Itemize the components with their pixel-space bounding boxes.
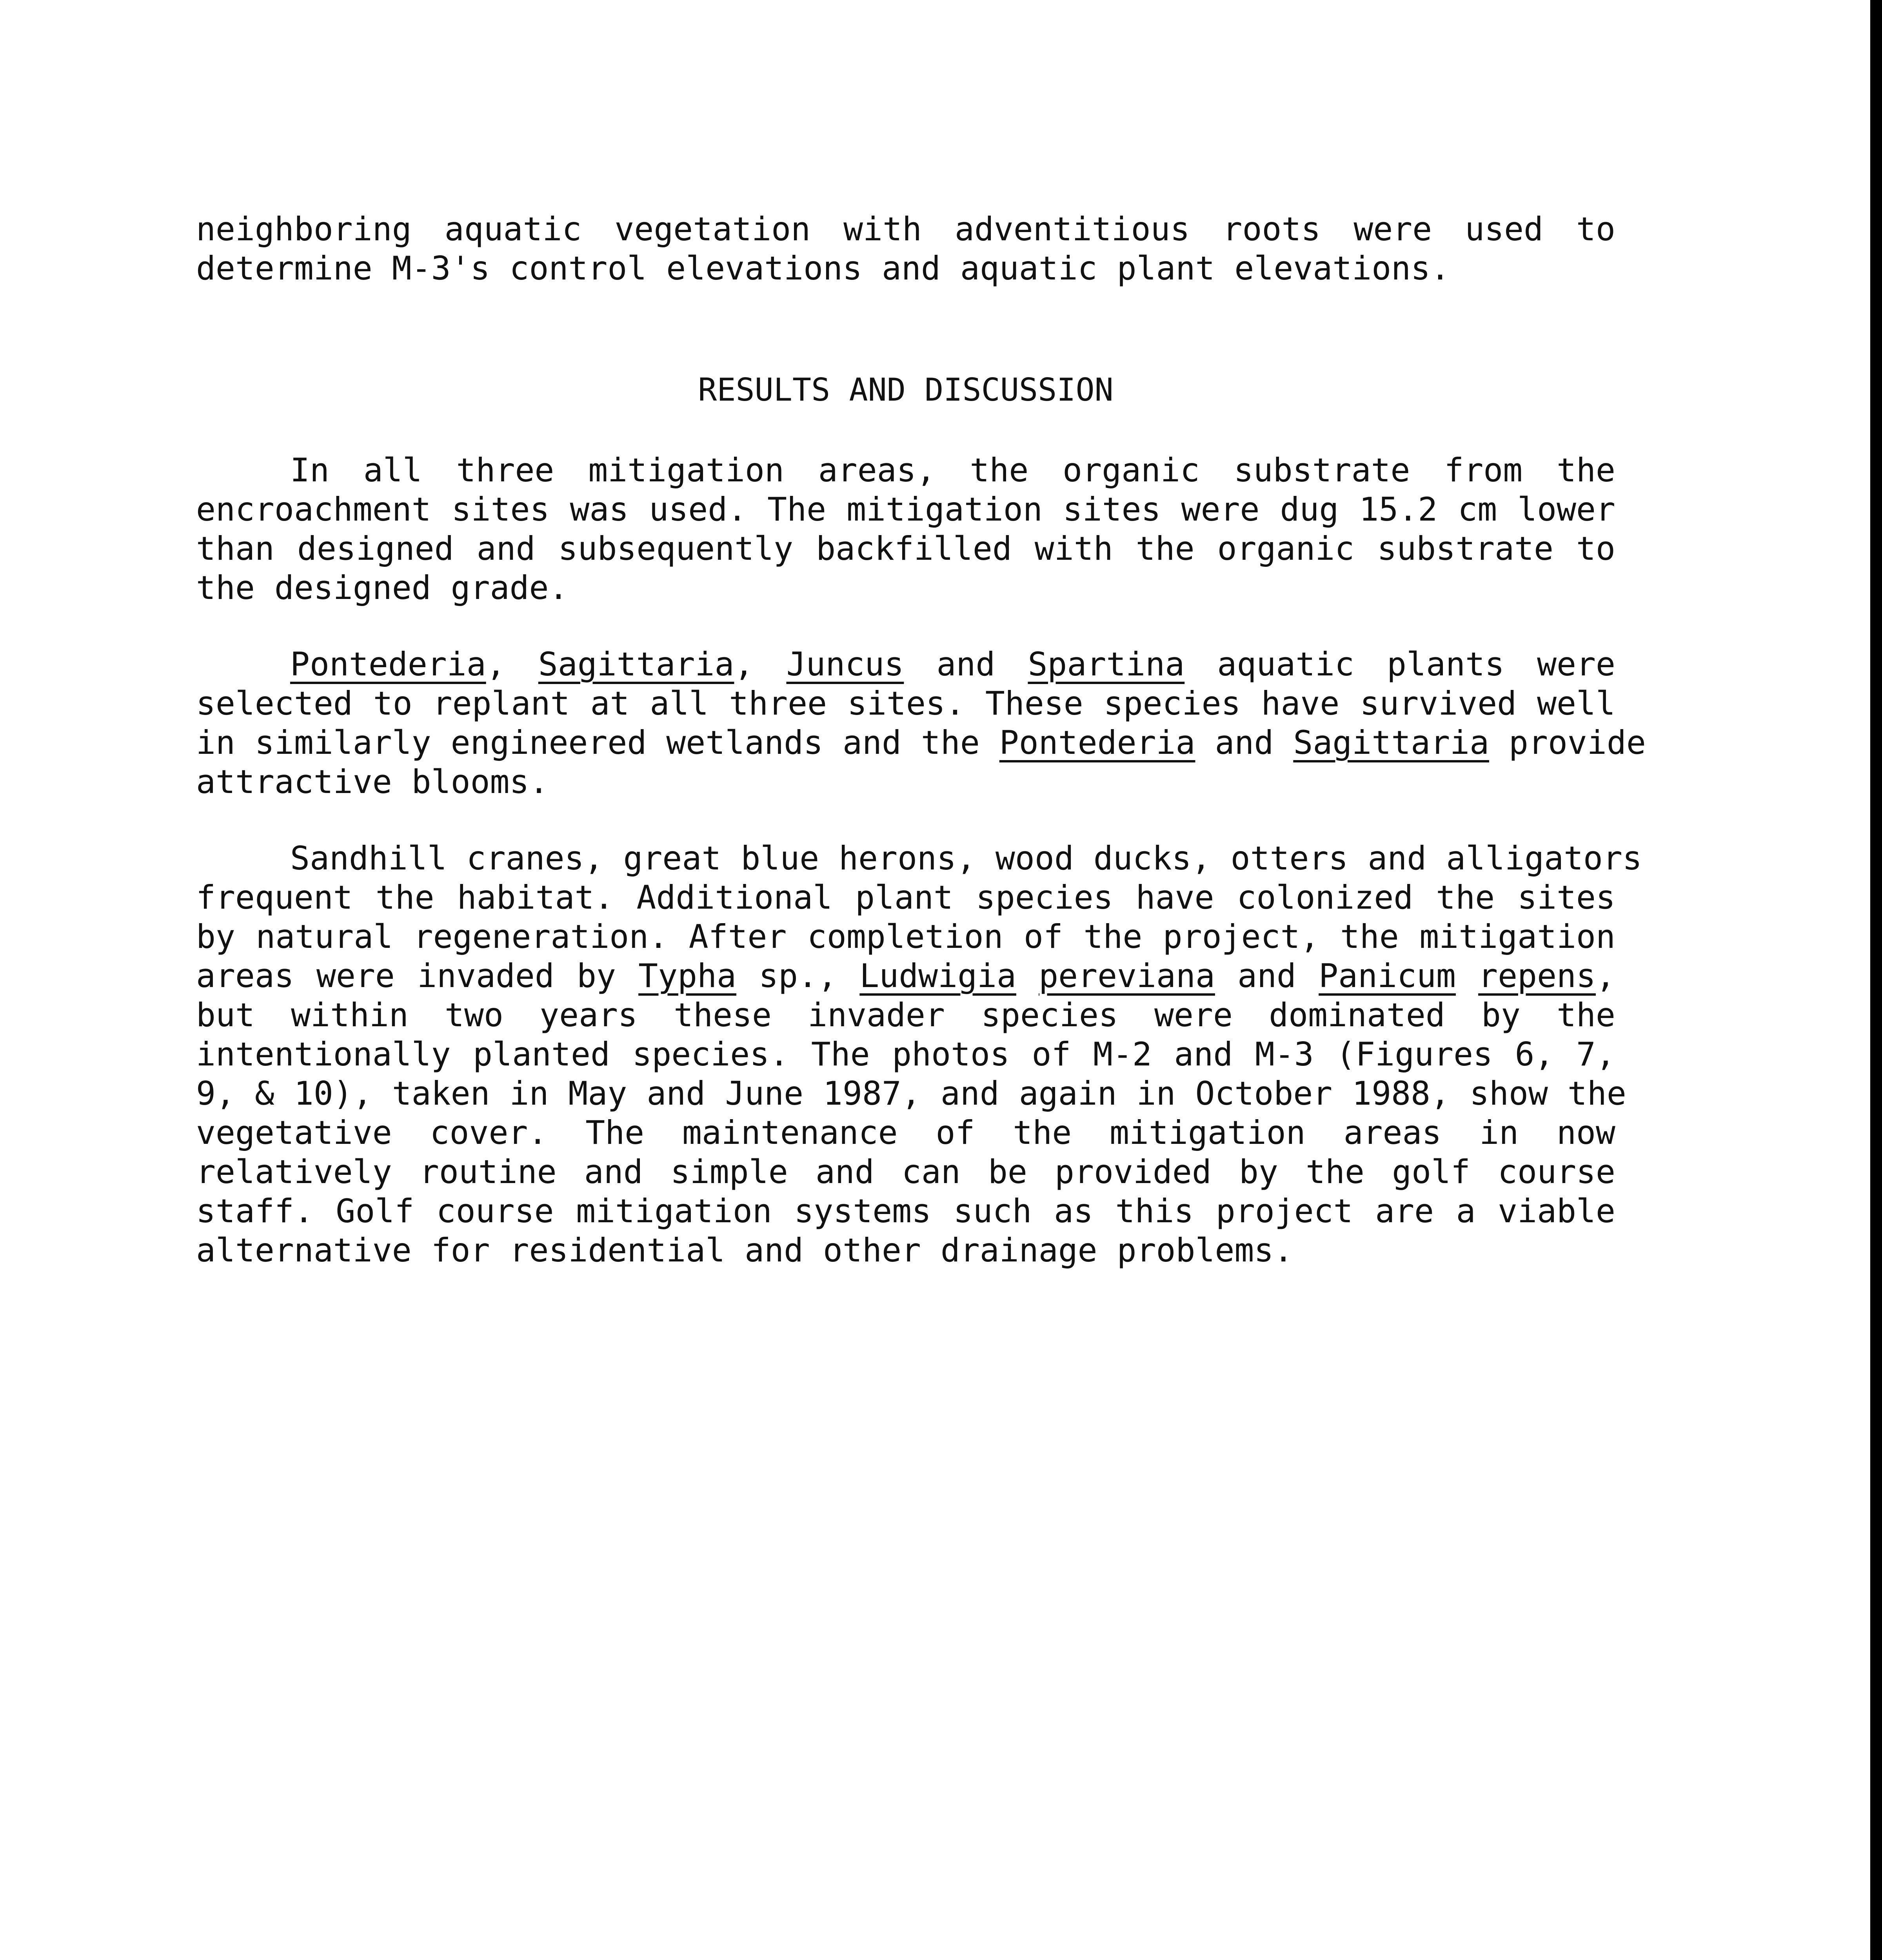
text-line: vegetative cover. The maintenance of the mitigation areas in now bbox=[196, 1114, 1615, 1152]
text-line: encroachment sites was used. The mitigation sites were dug 15.2 cm lower bbox=[196, 490, 1615, 528]
text-line: frequent the habitat. Additional plant species have colonized the sites bbox=[196, 878, 1615, 916]
species-name-panicum: Panicum bbox=[1319, 957, 1456, 995]
text-span: and bbox=[1195, 724, 1293, 762]
text-span: and bbox=[904, 645, 1028, 683]
text-line: attractive blooms. bbox=[196, 763, 549, 801]
text-span: areas were invaded by bbox=[196, 957, 639, 995]
text-span: sp., bbox=[736, 957, 860, 995]
scan-border-right bbox=[1870, 0, 1882, 1960]
text-line: the designed grade. bbox=[196, 569, 569, 607]
species-name-spartina: Spartina bbox=[1028, 645, 1185, 683]
species-name-sagittaria: Sagittaria bbox=[538, 645, 734, 683]
text-line: neighboring aquatic vegetation with adventitious roots were used to bbox=[196, 210, 1615, 248]
paragraph-substrate bbox=[196, 451, 1615, 608]
continuation-paragraph bbox=[196, 210, 1615, 288]
text-span: in similarly engineered wetlands and the bbox=[196, 724, 999, 762]
text-line: 9, & 10), taken in May and June 1987, and again in October 1988, show the bbox=[196, 1074, 1626, 1112]
species-name-pontederia: Pontederia bbox=[999, 724, 1195, 762]
text-span: and bbox=[1215, 957, 1319, 995]
species-name-repens: repens bbox=[1478, 957, 1596, 995]
text-line: but within two years these invader species were dominated by the bbox=[196, 996, 1615, 1034]
section-heading: RESULTS AND DISCUSSION bbox=[698, 372, 1114, 408]
text-line bbox=[196, 839, 1642, 878]
species-name-pereviana: pereviana bbox=[1039, 957, 1215, 995]
text-line: intentionally planted species. The photos of M-2 and M-3 (Figures 6, 7, bbox=[196, 1035, 1615, 1073]
text-span: provide bbox=[1489, 724, 1646, 762]
text-line: than designed and subsequently backfilled with the organic substrate to bbox=[196, 530, 1615, 568]
paragraph-habitat bbox=[196, 839, 1642, 1270]
text-line: by natural regeneration. After completion of the project, the mitigation bbox=[196, 918, 1615, 956]
species-name-typha: Typha bbox=[638, 957, 737, 995]
text-span: In all three mitigation areas, the organic substrate from the bbox=[290, 451, 1615, 489]
species-name-sagittaria: Sagittaria bbox=[1293, 724, 1490, 762]
text-line: alternative for residential and other drainage problems. bbox=[196, 1231, 1293, 1269]
text-span: , bbox=[1595, 957, 1615, 995]
text-span: Sandhill cranes, great blue herons, wood ducks, otters and alligators bbox=[290, 839, 1642, 877]
paragraph-replanting bbox=[196, 645, 1646, 802]
text-line: relatively routine and simple and can be provided by the golf course bbox=[196, 1153, 1615, 1191]
text-line: determine M-3's control elevations and aquatic plant elevations. bbox=[196, 249, 1450, 287]
text-line bbox=[196, 451, 1615, 490]
text-line bbox=[196, 956, 1615, 996]
species-name-ludwigia: Ludwigia bbox=[859, 957, 1017, 995]
text-line: staff. Golf course mitigation systems such as this project are a viable bbox=[196, 1192, 1615, 1230]
text-span: aquatic plants were bbox=[1184, 645, 1615, 683]
text-span: , bbox=[734, 645, 787, 683]
text-span: , bbox=[486, 645, 538, 683]
species-name-juncus: Juncus bbox=[786, 645, 904, 683]
text-line bbox=[196, 723, 1646, 762]
text-line: selected to replant at all three sites. These species have survived well bbox=[196, 684, 1615, 722]
species-name-pontederia: Pontederia bbox=[290, 645, 486, 683]
text-line bbox=[196, 645, 1615, 684]
